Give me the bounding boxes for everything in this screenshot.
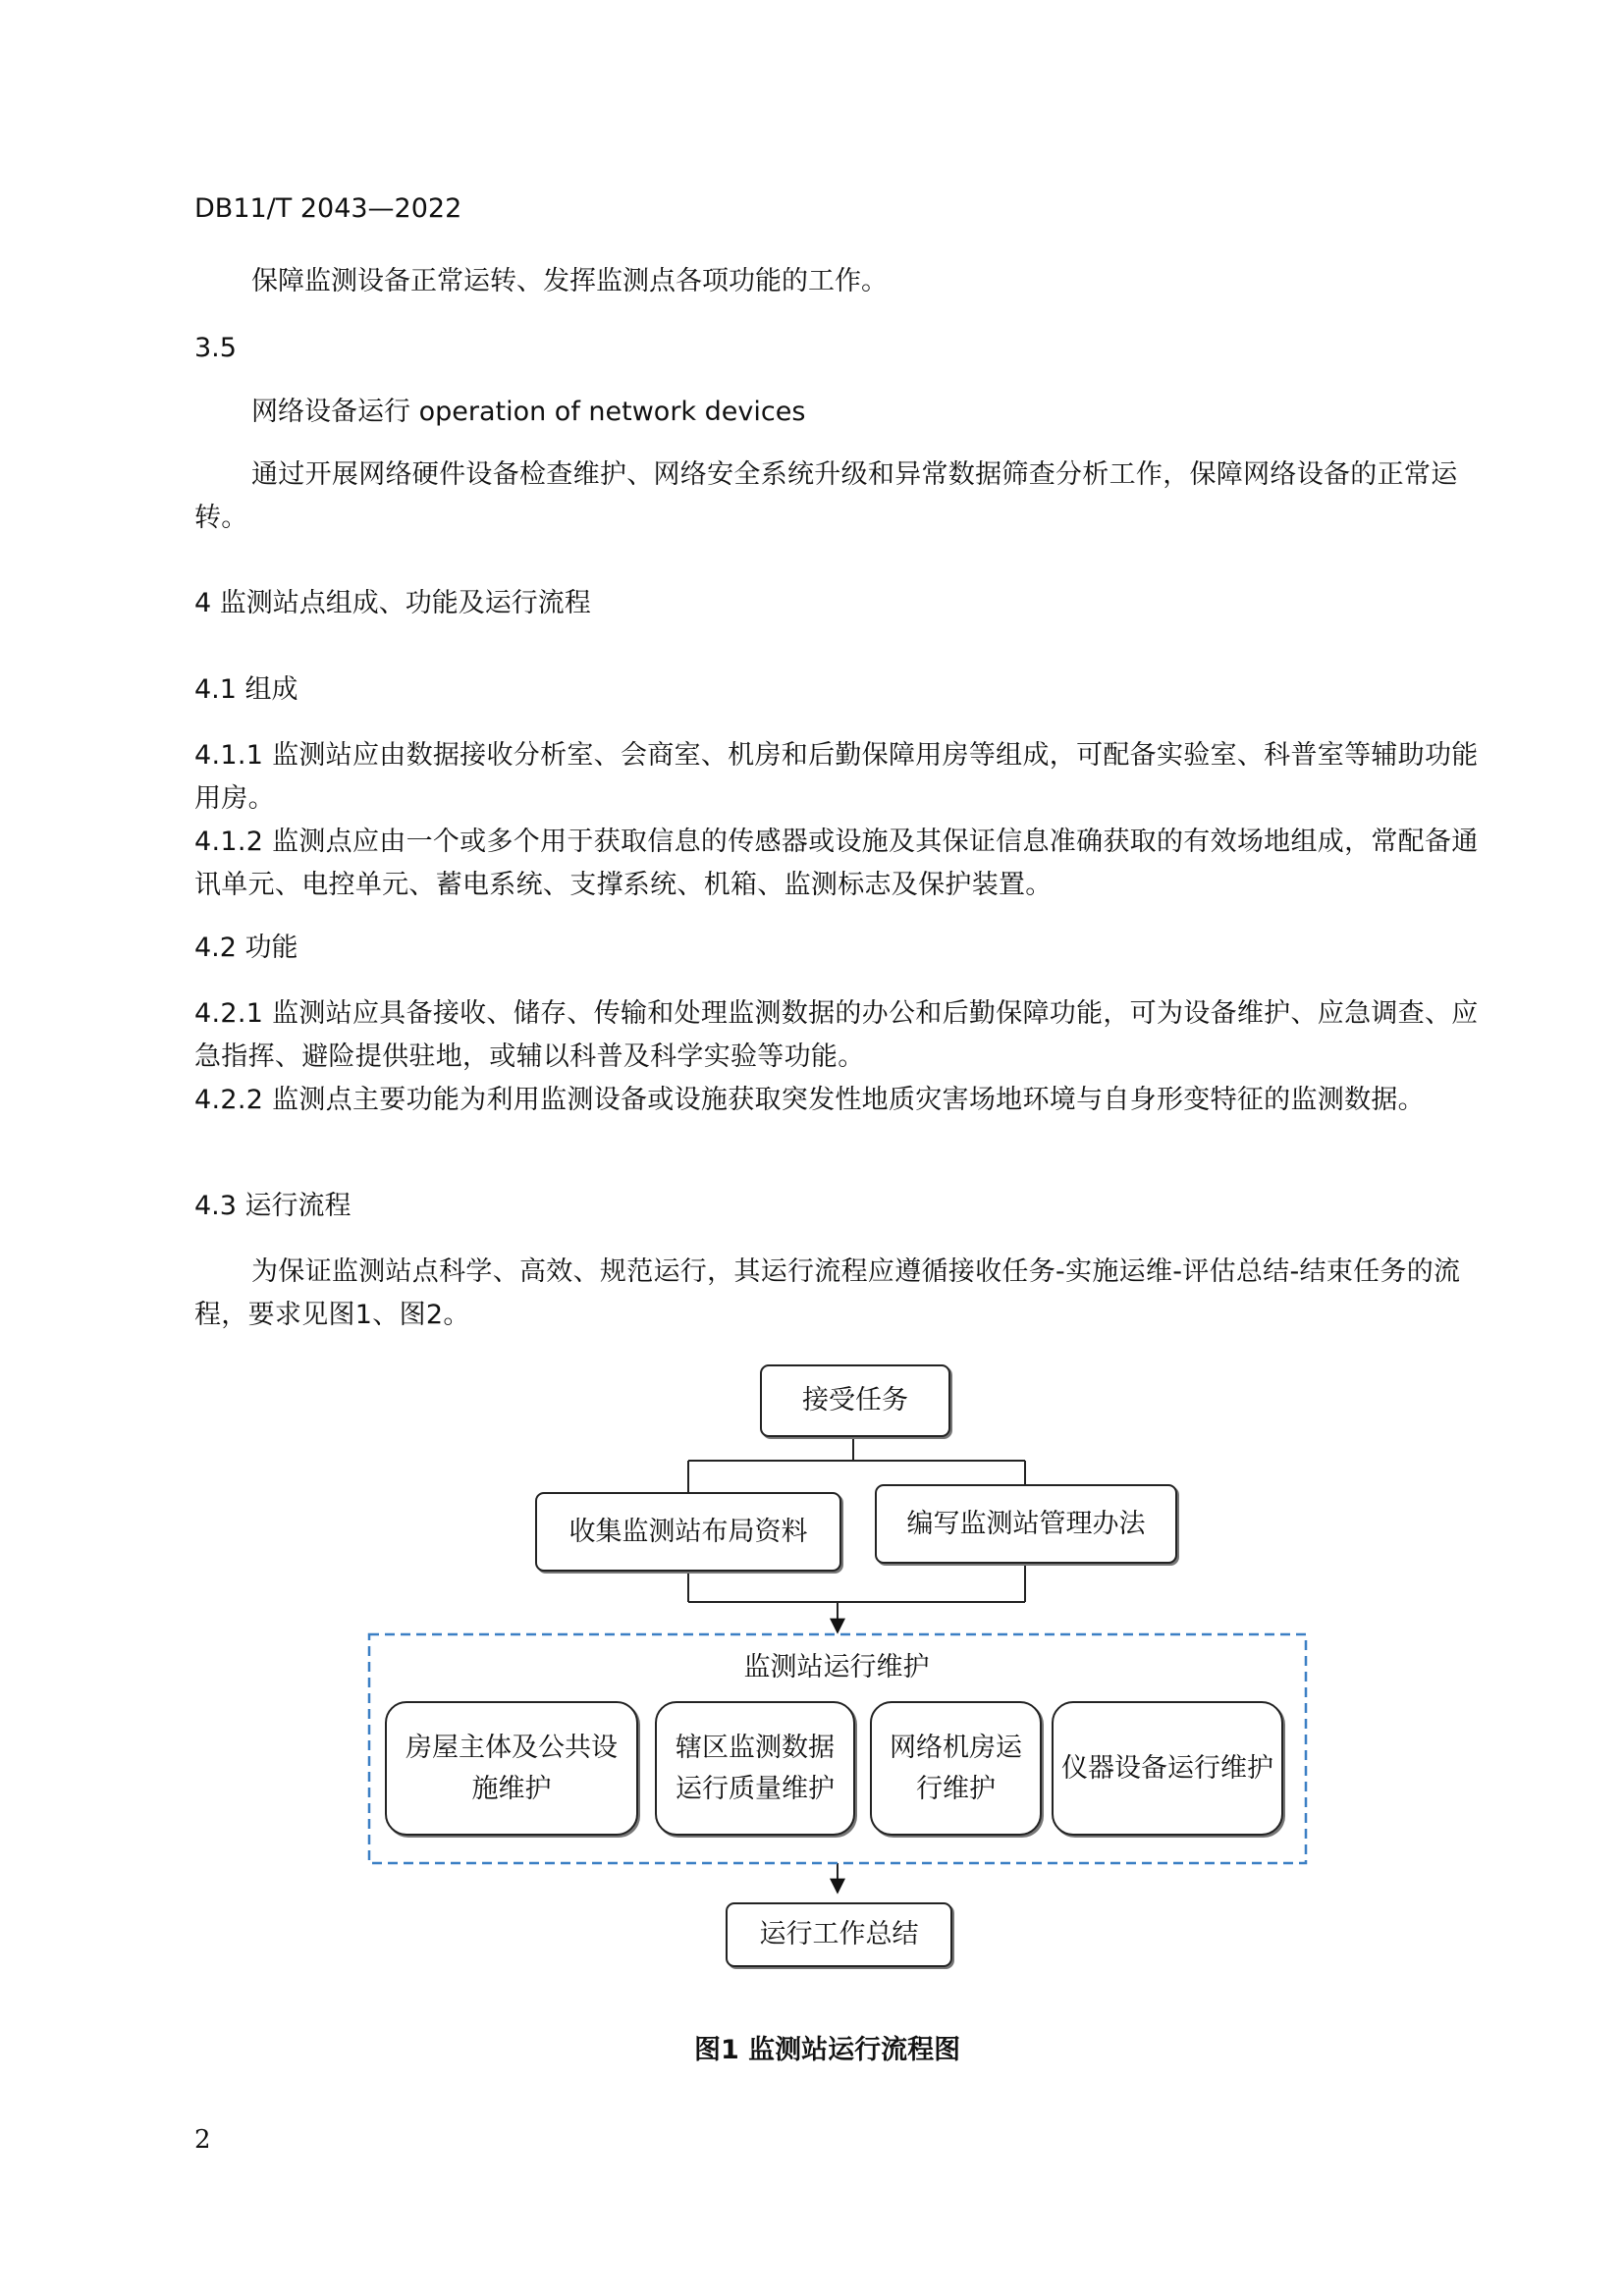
flow-box-accept-task: 接受任务	[760, 1364, 950, 1437]
section-4-1-heading: 4.1 组成	[194, 674, 298, 705]
flow-box-building-maintenance: 房屋主体及公共设施维护	[385, 1701, 638, 1836]
flow-box-write-rules: 编写监测站管理办法	[875, 1484, 1177, 1564]
section-4-3-heading: 4.3 运行流程	[194, 1191, 352, 1221]
clause-4-2-1: 4.2.1 监测站应具备接收、储存、传输和处理监测数据的办公和后勤保障功能，可为设备维护、应急调查、应急指挥、避险提供驻地，或辅以科普及科学实验等功能。	[194, 998, 1479, 1072]
section-4-heading: 4 监测站点组成、功能及运行流程	[194, 588, 591, 618]
flow-box-collect-layout: 收集监测站布局资料	[535, 1492, 841, 1572]
document-code: DB11/T 2043—2022	[194, 193, 462, 224]
clause-3-5-term: 网络设备运行 operation of network devices	[251, 397, 806, 427]
page-number: 2	[194, 2125, 211, 2155]
flow-box-network-room-maintenance: 网络机房运行维护	[870, 1701, 1042, 1836]
flow-box-work-summary: 运行工作总结	[726, 1902, 952, 1967]
clause-4-3-text: 为保证监测站点科学、高效、规范运行，其运行流程应遵循接收任务-实施运维-评估总结-结束任务的流程，要求见图1、图2。	[194, 1256, 1461, 1330]
clause-4-1-2: 4.1.2 监测点应由一个或多个用于获取信息的传感器或设施及其保证信息准确获取的有效场地组成，常配备通讯单元、电控单元、蓄电系统、支撑系统、机箱、监测标志及保护装置。	[194, 827, 1479, 900]
maintenance-group-label: 监测站运行维护	[743, 1652, 930, 1682]
definition-3-4-continuation: 保障监测设备正常运转、发挥监测点各项功能的工作。	[251, 266, 888, 296]
clause-3-5-number: 3.5	[194, 333, 237, 363]
flow-box-data-quality-maintenance: 辖区监测数据运行质量维护	[655, 1701, 855, 1836]
clause-4-2-2: 4.2.2 监测点主要功能为利用监测设备或设施获取突发性地质灾害场地环境与自身形变特征的监测数据。	[194, 1085, 1425, 1115]
figure-caption: 图1 监测站运行流程图	[694, 2035, 961, 2065]
clause-4-1-1: 4.1.1 监测站应由数据接收分析室、会商室、机房和后勤保障用房等组成，可配备实验室、科普室等辅助功能用房。	[194, 740, 1479, 814]
section-4-2-heading: 4.2 功能	[194, 933, 298, 963]
clause-3-5-definition: 通过开展网络硬件设备检查维护、网络安全系统升级和异常数据筛查分析工作，保障网络设备的正常运转。	[194, 459, 1458, 533]
flow-box-instrument-maintenance: 仪器设备运行维护	[1052, 1701, 1283, 1836]
